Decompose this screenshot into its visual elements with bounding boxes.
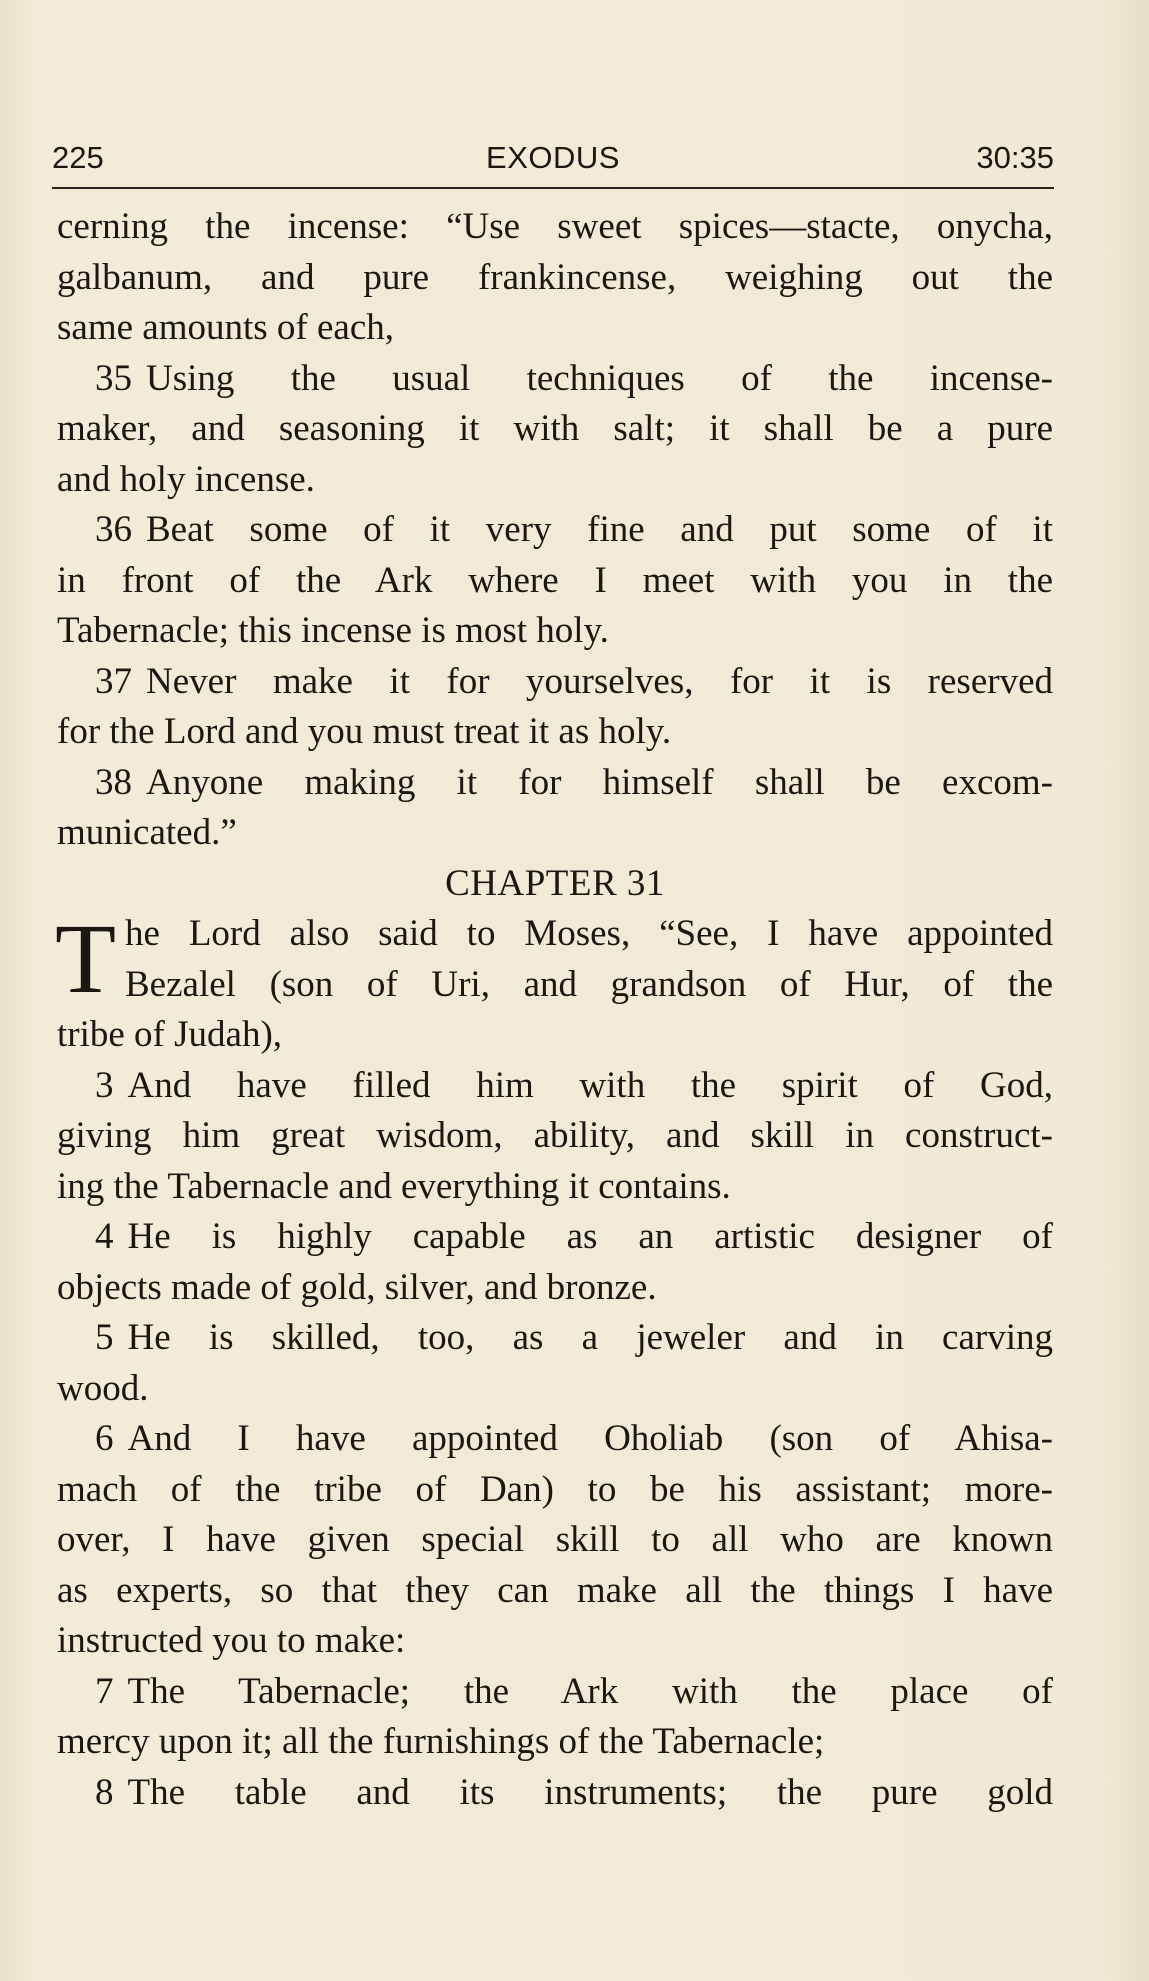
verse-number: 38 — [95, 761, 132, 803]
page-number: 225 — [52, 140, 104, 175]
verse-text: Using the usual techniques of the incense- — [146, 357, 1053, 399]
text-line: cerning the incense: “Use sweet spices—stacte, onycha, — [57, 206, 1053, 247]
verse-36 — [57, 505, 1053, 556]
verse-number: 36 — [95, 509, 132, 550]
text-line: instructed you to make: — [57, 1620, 406, 1661]
text-line: and holy incense. — [57, 458, 315, 500]
running-header — [52, 138, 1054, 186]
verse-text: And I have appointed Oholiab (son of Ahisa- — [127, 1418, 1053, 1459]
text-line: wood. — [57, 1367, 149, 1409]
verse-38 — [57, 758, 1053, 809]
verse-6 — [57, 1414, 1053, 1465]
header-rule — [52, 187, 1054, 189]
verse-4 — [57, 1212, 1053, 1263]
text-line: giving him great wisdom, ability, and skill in construct- — [57, 1115, 1053, 1156]
text-line: maker, and seasoning it with salt; it shall be a pure — [57, 408, 1053, 449]
verse-number: 35 — [95, 357, 132, 399]
verse-text: Never make it for yourselves, for it is reserved — [146, 660, 1053, 702]
verse-text: He is highly capable as an artistic designer of — [127, 1216, 1053, 1257]
text-line: Tabernacle; this incense is most holy. — [57, 610, 609, 651]
verse-number: 3 — [95, 1064, 114, 1106]
text-line: ing the Tabernacle and everything it contains. — [57, 1165, 731, 1207]
verse-number: 5 — [95, 1317, 114, 1358]
text-line: for the Lord and you must treat it as holy. — [57, 711, 672, 752]
text-line: as experts, so that they can make all the things I have — [57, 1569, 1053, 1611]
scripture-text — [57, 202, 1053, 1818]
chapter-verse-reference: 30:35 — [976, 140, 1054, 175]
verse-8 — [57, 1768, 1053, 1819]
text-line: mach of the tribe of Dan) to be his assistant; more- — [57, 1468, 1053, 1510]
verse-text: And have filled him with the spirit of God, — [127, 1064, 1053, 1106]
verse-7 — [57, 1667, 1053, 1718]
text-line: in front of the Ark where I meet with you in the — [57, 559, 1053, 601]
verse-text: The table and its instruments; the pure gold — [127, 1771, 1053, 1813]
drop-cap: T — [55, 903, 117, 1014]
verse-number: 37 — [95, 660, 132, 702]
text-line: galbanum, and pure frankincense, weighing out the — [57, 256, 1053, 298]
text-line: municated.” — [57, 812, 237, 853]
text-line: objects made of gold, silver, and bronze. — [57, 1266, 657, 1308]
verse-text: Beat some of it very fine and put some of it — [146, 509, 1053, 550]
text-line: same amounts of each, — [57, 307, 394, 348]
verse-text: he Lord also said to Moses, “See, I have appointed — [125, 913, 1053, 954]
text-line: Bezalel (son of Uri, and grandson of Hur, of the — [125, 963, 1053, 1005]
text-line: mercy upon it; all the furnishings of the Tabernacle; — [57, 1721, 825, 1762]
verse-5 — [57, 1313, 1053, 1364]
verse-3 — [57, 1061, 1053, 1112]
book-title: EXODUS — [486, 140, 620, 175]
verse-number: 6 — [95, 1418, 114, 1459]
verse-35 — [57, 354, 1053, 405]
verse-37 — [57, 657, 1053, 708]
verse-text: The Tabernacle; the Ark with the place of — [127, 1670, 1053, 1712]
verse-text: Anyone making it for himself shall be excom- — [146, 761, 1053, 803]
verse-number: 7 — [95, 1670, 114, 1712]
verse-number: 4 — [95, 1216, 114, 1257]
chapter-heading: CHAPTER 31 — [445, 862, 665, 904]
text-line: tribe of Judah), — [57, 1014, 283, 1055]
text-line: over, I have given special skill to all who are known — [57, 1519, 1053, 1560]
verse-text: He is skilled, too, as a jeweler and in carving — [127, 1317, 1053, 1358]
verse-number: 8 — [95, 1771, 114, 1813]
